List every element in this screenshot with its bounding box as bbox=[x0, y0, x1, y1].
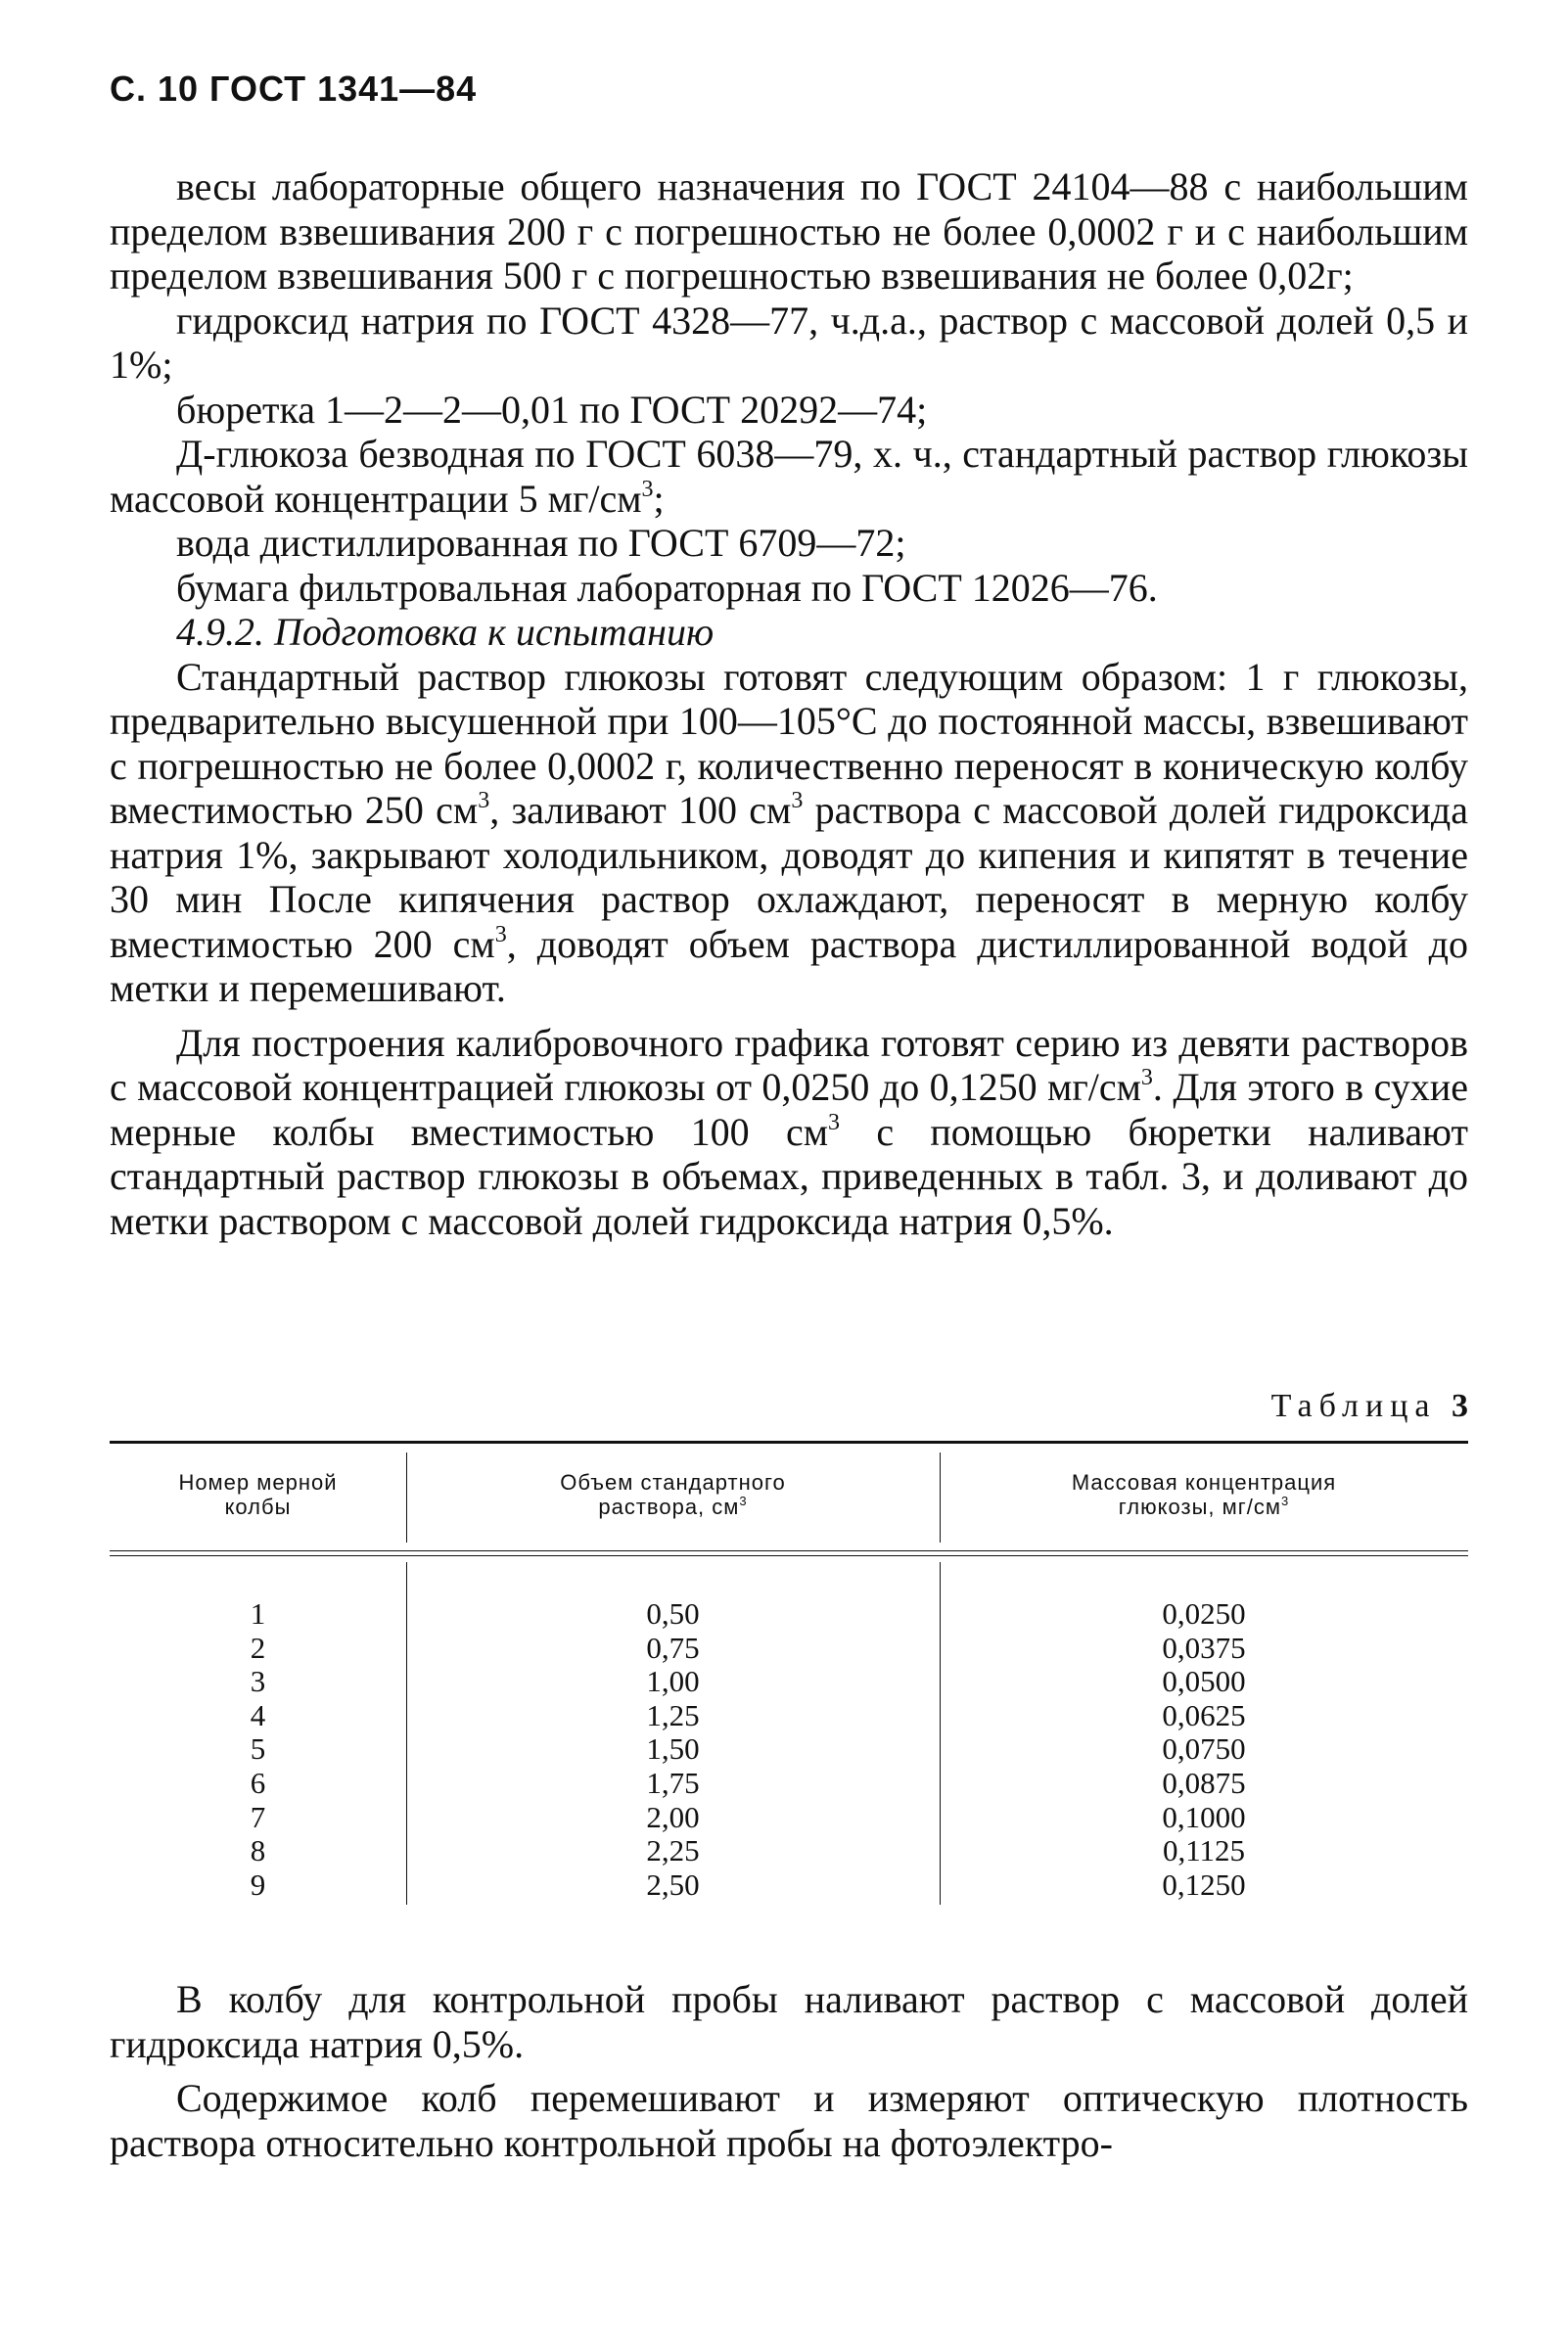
control-sample-paragraph: В колбу для контрольной пробы наливают раствор с массовой долей гидроксида натрия 0,5%. bbox=[110, 1977, 1468, 2066]
volume-cell: 1,00 bbox=[646, 1664, 700, 1699]
reagent-water: вода дистиллированная по ГОСТ 6709—72; bbox=[176, 521, 906, 565]
table-top-rule bbox=[110, 1441, 1468, 1444]
volume-cell: 0,75 bbox=[646, 1630, 700, 1665]
table-header-rule bbox=[110, 1550, 1468, 1556]
concentration-cell: 0,0500 bbox=[1162, 1664, 1246, 1699]
volume-cell: 1,75 bbox=[646, 1765, 700, 1800]
concentration-cell: 0,1125 bbox=[1162, 1833, 1246, 1868]
concentration-cell: 0,0250 bbox=[1162, 1596, 1246, 1631]
table-caption: Таблица 3 bbox=[1270, 1388, 1468, 1424]
reagent-burette: бюретка 1—2—2—0,01 по ГОСТ 20292—74; bbox=[176, 387, 928, 432]
flask-number-cell: 3 bbox=[250, 1664, 266, 1699]
concentration-cell: 0,1250 bbox=[1162, 1867, 1246, 1902]
flask-number-cell: 4 bbox=[250, 1697, 266, 1732]
concentration-column bbox=[940, 1597, 1468, 1902]
flask-number-cell: 2 bbox=[250, 1630, 266, 1665]
concentration-cell: 0,0625 bbox=[1162, 1697, 1246, 1732]
preparation-paragraph: Стандартный раствор глюкозы готовят следующим образом: 1 г глюкозы, предварительно высушенной при 100—105°С до постоянной массы, взвешивают с погрешностью не более 0,0002 г, количественно переносят в коническую колбу вместимостью 250 $см^3$, заливают 100 $см^3$ раствора с массовой долей гидроксида натрия 1%, закрывают холодильником, доводят до кипения и кипятят в течение 30 мин После кипячения раствор охлаждают, переносят в мерную колбу вместимостью 200 $см^3$, доводят объем раствора дистиллированной водой до метки и перемешивают. bbox=[110, 654, 1468, 1010]
volume-cell: 2,25 bbox=[646, 1833, 700, 1868]
volume-cell: 1,50 bbox=[646, 1731, 700, 1767]
concentration-cell: 0,0750 bbox=[1162, 1731, 1246, 1767]
document-body-continued bbox=[110, 1977, 1468, 2165]
running-header: С. 10 ГОСТ 1341—84 bbox=[110, 69, 478, 109]
flask-number-cell: 7 bbox=[250, 1799, 266, 1834]
reagent-glucose: Д-глюкоза безводная по ГОСТ 6038—79, х. ч., стандартный раствор глюкозы массовой концентрации 5 $мг/см^3$; bbox=[110, 432, 1468, 521]
reagent-filter-paper: бумага фильтровальная лабораторная по ГОСТ 12026—76. bbox=[176, 565, 1158, 610]
concentration-cell: 0,1000 bbox=[1162, 1799, 1246, 1834]
flask-number-cell: 8 bbox=[250, 1833, 266, 1868]
flask-number-cell: 9 bbox=[250, 1867, 266, 1902]
volume-column bbox=[406, 1597, 940, 1902]
volume-cell: 1,25 bbox=[646, 1697, 700, 1732]
concentration-cell: 0,0375 bbox=[1162, 1630, 1246, 1665]
header-standard-volume: Объем стандартного раствора, $см^3$ bbox=[560, 1470, 786, 1519]
mixing-paragraph: Содержимое колб перемешивают и измеряют оптическую плотность раствора относительно контрольной пробы на фотоэлектро- bbox=[110, 2076, 1468, 2165]
flask-number-cell: 6 bbox=[250, 1765, 266, 1800]
flask-number-cell: 1 bbox=[250, 1596, 266, 1631]
calibration-paragraph: Для построения калибровочного графика готовят серию из девяти растворов с массовой концентрацией глюкозы от 0,0250 до 0,1250 $мг/см^3$. Для этого в сухие мерные колбы вместимостью 100 $см^3$ с помощью бюретки наливают стандартный раствор глюкозы в объемах, приведенных в табл. 3, и доливают до метки раствором с массовой долей гидроксида натрия 0,5%. bbox=[110, 1020, 1468, 1243]
volume-cell: 2,00 bbox=[646, 1799, 700, 1834]
volume-cell: 2,50 bbox=[646, 1867, 700, 1902]
volume-cell: 0,50 bbox=[646, 1596, 700, 1631]
section-heading: 4.9.2. Подготовка к испытанию bbox=[176, 610, 715, 654]
header-flask-number: Номер мерной колбы bbox=[178, 1470, 338, 1519]
glucose-table bbox=[110, 1441, 1468, 1959]
flask-number-column bbox=[110, 1597, 406, 1902]
reagent-sodium-hydroxide: гидроксид натрия по ГОСТ 4328—77, ч.д.а., раствор с массовой долей 0,5 и 1%; bbox=[110, 298, 1468, 387]
flask-number-cell: 5 bbox=[250, 1731, 266, 1767]
document-body bbox=[110, 164, 1468, 1243]
header-mass-concentration: Массовая концентрация глюкозы, $мг/см^3$ bbox=[1071, 1470, 1337, 1519]
concentration-cell: 0,0875 bbox=[1162, 1765, 1246, 1800]
reagent-scales: весы лабораторные общего назначения по ГОСТ 24104—88 с наибольшим пределом взвешивания 200 г с погрешностью не более 0,0002 г и с наибольшим пределом взвешивания 500 г с погрешностью взвешивания не более 0,02г; bbox=[110, 164, 1468, 298]
